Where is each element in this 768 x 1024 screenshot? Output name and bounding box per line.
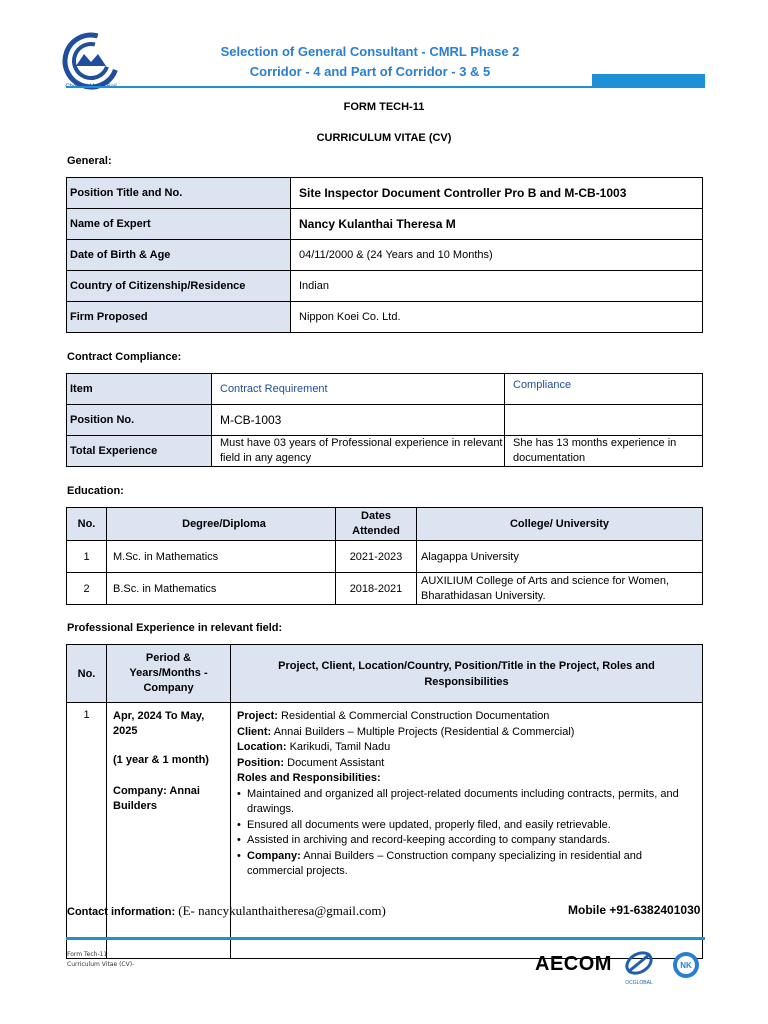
client-line: Client: Annai Builders – Multiple Projects (Residential & Commercial) [237, 725, 575, 738]
education-dates: 2021-2023 [336, 541, 417, 573]
header-title-line2: Corridor - 4 and Part of Corridor - 3 & 5 [249, 64, 491, 79]
list-item: • Maintained and organized all project-related documents including contracts, permits, and drawings. [237, 787, 696, 818]
location-line: Location: Karikudi, Tamil Nadu [237, 741, 391, 753]
table-row [67, 405, 703, 436]
nk-logo [671, 950, 701, 980]
roles-list [237, 787, 696, 880]
form-title: CURRICULUM VITAE (CV) [316, 132, 452, 144]
compliance-value [505, 405, 703, 436]
education-degree: B.Sc. in Mathematics [107, 573, 336, 605]
table-header-row [67, 645, 703, 703]
experience-no: 1 [67, 703, 107, 959]
position-line: Position: Document Assistant [237, 756, 385, 769]
general-key: Firm Proposed [67, 302, 291, 333]
education-college: Alagappa University [417, 541, 703, 573]
nk-text: NK [680, 961, 692, 970]
contact-label: Contact information: [67, 906, 176, 918]
general-table [66, 177, 703, 333]
citizenship-value: Indian [291, 271, 703, 302]
table-row [67, 541, 703, 573]
compliance-header-requirement: Contract Requirement [212, 374, 505, 405]
project-line: Project: Residential & Commercial Construction Documentation [237, 710, 550, 722]
compliance-header-item: Item [67, 374, 212, 405]
ocglobal-text: OCGLOBAL [625, 980, 653, 986]
position-title-value: Site Inspector Document Controller Pro B and M-CB-1003 [291, 178, 703, 209]
compliance-label: Contract Compliance: [67, 351, 182, 363]
experience-period-cell [107, 703, 231, 959]
table-header-row [67, 508, 703, 541]
experience-duration: (1 year & 1 month) [113, 754, 209, 766]
table-row [67, 703, 703, 959]
compliance-value: She has 13 months experience in documentation [505, 436, 703, 467]
footer-divider [66, 937, 705, 940]
education-no: 1 [67, 541, 107, 573]
education-degree: M.Sc. in Mathematics [107, 541, 336, 573]
education-header-degree: Degree/Diploma [107, 508, 336, 541]
education-no: 2 [67, 573, 107, 605]
education-college: AUXILIUM College of Arts and science for Women, Bharathidasan University. [417, 573, 703, 605]
compliance-table [66, 373, 703, 467]
form-number: FORM TECH-11 [343, 101, 425, 113]
education-table [66, 507, 703, 605]
general-key: Name of Expert [67, 209, 291, 240]
header-divider [66, 86, 705, 88]
education-header-no: No. [67, 508, 107, 541]
table-row [67, 302, 703, 333]
education-dates: 2018-2021 [336, 573, 417, 605]
compliance-header-compliance: Compliance [505, 374, 703, 405]
table-row [67, 573, 703, 605]
experience-header-project: Project, Client, Location/Country, Position/Title in the Project, Roles and Responsibilities [231, 645, 703, 703]
footer-line1: Form Tech-11 [67, 951, 108, 958]
general-key: Position Title and No. [67, 178, 291, 209]
table-row [67, 209, 703, 240]
contact-email: (E- nancykulanthaitheresa@gmail.com) [178, 903, 386, 918]
dob-value: 04/11/2000 & (24 Years and 10 Months) [291, 240, 703, 271]
expert-name-value: Nancy Kulanthai Theresa M [291, 209, 703, 240]
experience-period: Apr, 2024 To May, 2025 [113, 710, 205, 737]
experience-company: Company: Annai Builders [113, 785, 200, 812]
ocglobal-logo [622, 948, 656, 986]
list-item: • Company: Annai Builders – Construction company specializing in residential and commercial projects. [237, 849, 696, 880]
cmrl-logo [62, 32, 120, 90]
general-key: Country of Citizenship/Residence [67, 271, 291, 302]
table-row [67, 240, 703, 271]
contact-info [67, 903, 386, 919]
list-item: • Ensured all documents were updated, properly filed, and easily retrievable. [237, 818, 696, 834]
roles-heading: Roles and Responsibilities: [237, 772, 381, 784]
experience-header-period: Period & Years/Months - Company [107, 645, 231, 703]
header-title-line1: Selection of General Consultant - CMRL Phase 2 [220, 44, 520, 59]
general-label: General: [67, 155, 112, 167]
education-label: Education: [67, 485, 124, 497]
footer-line2: Curriculum Vitae (CV)- [67, 961, 135, 968]
table-row [67, 271, 703, 302]
education-header-college: College/ University [417, 508, 703, 541]
firm-value: Nippon Koei Co. Ltd. [291, 302, 703, 333]
table-row [67, 436, 703, 467]
contact-mobile: Mobile +91-6382401030 [568, 903, 701, 917]
compliance-requirement: M-CB-1003 [212, 405, 505, 436]
experience-project-cell [231, 703, 703, 959]
compliance-requirement: Must have 03 years of Professional experience in relevant field in any agency [212, 436, 505, 467]
table-header-row [67, 374, 703, 405]
general-key: Date of Birth & Age [67, 240, 291, 271]
experience-label: Professional Experience in relevant field: [67, 622, 283, 634]
education-header-dates: Dates Attended [336, 508, 417, 541]
compliance-item: Total Experience [67, 436, 212, 467]
list-item: • Assisted in archiving and record-keeping according to company standards. [237, 833, 696, 849]
table-row [67, 178, 703, 209]
experience-header-no: No. [67, 645, 107, 703]
compliance-item: Position No. [67, 405, 212, 436]
aecom-logo: AECOM [535, 953, 612, 975]
